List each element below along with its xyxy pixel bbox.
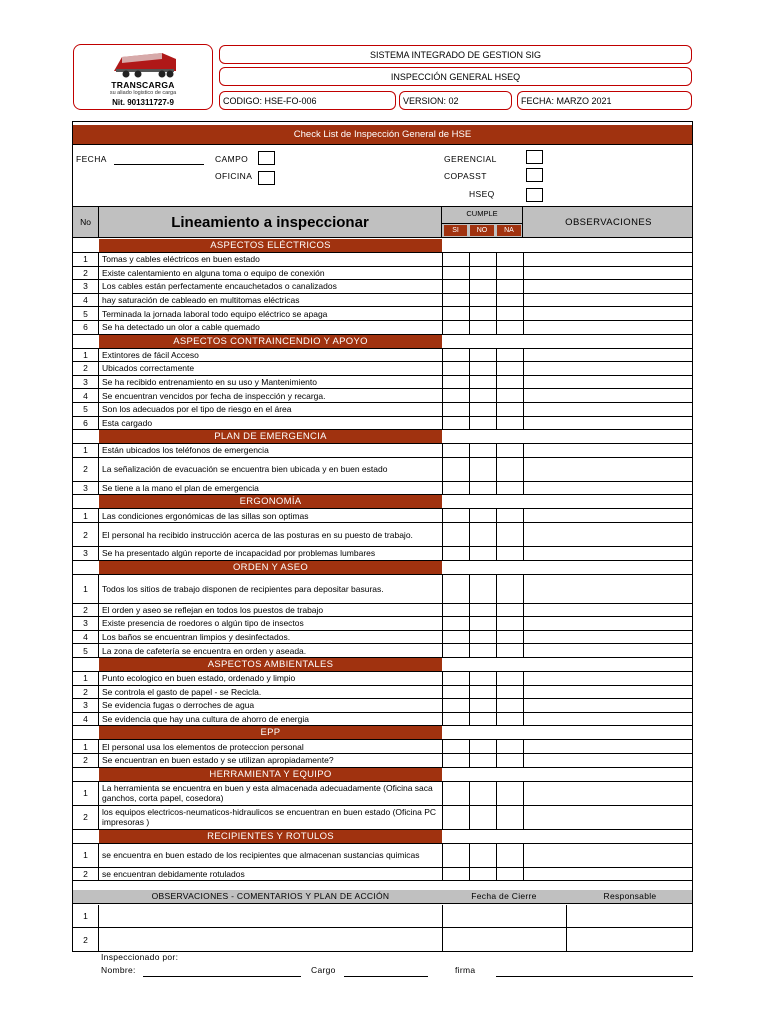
cumple-na-cell[interactable]	[496, 362, 523, 375]
observation-cell[interactable]	[523, 417, 694, 430]
nit-number: Nit. 901311727-9	[112, 98, 174, 107]
item-number: 5	[73, 307, 99, 320]
cumple-na-cell[interactable]	[496, 575, 523, 603]
cumple-si-cell[interactable]	[442, 458, 469, 481]
item-number: 4	[73, 713, 99, 726]
cumple-no-cell[interactable]	[469, 631, 496, 644]
col-si: SI	[444, 225, 467, 236]
cumple-no-cell[interactable]	[469, 782, 496, 805]
observation-cell[interactable]	[523, 754, 694, 767]
checklist-row	[73, 482, 692, 496]
responsable-cell[interactable]	[566, 905, 694, 927]
fecha-cierre-cell[interactable]	[442, 928, 566, 951]
campo-label: CAMPO	[215, 154, 249, 164]
cumple-no-cell[interactable]	[469, 644, 496, 657]
firma-label: firma	[455, 965, 476, 975]
cumple-no-cell[interactable]	[469, 686, 496, 699]
observation-cell[interactable]	[523, 509, 694, 522]
observation-cell[interactable]	[523, 321, 694, 334]
item-text: Punto ecologico en buen estado, ordenado y limpio	[102, 673, 296, 684]
item-text: Los cables están perfectamente encauchetados o canalizados	[102, 281, 337, 292]
item-number: 1	[73, 844, 99, 867]
cumple-no-cell[interactable]	[469, 509, 496, 522]
observation-cell[interactable]	[523, 782, 694, 805]
cumple-na-cell[interactable]	[496, 740, 523, 753]
cumple-si-cell[interactable]	[442, 868, 469, 881]
item-number: 1	[73, 575, 99, 603]
item-number: 3	[73, 617, 99, 630]
observation-cell[interactable]	[523, 547, 694, 560]
cumple-si-cell[interactable]	[442, 754, 469, 767]
cumple-no-cell[interactable]	[469, 403, 496, 416]
section-header: RECIPIENTES Y ROTULOS	[99, 830, 442, 843]
cumple-si-cell[interactable]	[442, 444, 469, 457]
item-text: La zona de cafetería se encuentra en orden y aseada.	[102, 645, 307, 656]
item-text: Se evidencia que hay una cultura de ahorro de energia	[102, 714, 309, 725]
checklist-row	[73, 754, 692, 768]
item-text: Están ubicados los teléfonos de emergencia	[102, 445, 269, 456]
observation-cell[interactable]	[523, 294, 694, 307]
observation-row	[73, 928, 692, 951]
observation-cell[interactable]	[523, 631, 694, 644]
fecha-cierre-header: Fecha de Cierre	[471, 891, 537, 901]
observation-cell[interactable]	[523, 868, 694, 881]
cumple-no-cell[interactable]	[469, 740, 496, 753]
item-number: 3	[73, 376, 99, 389]
cumple-no-cell[interactable]	[469, 868, 496, 881]
observation-cell[interactable]	[523, 617, 694, 630]
copasst-label: COPASST	[444, 171, 487, 181]
cumple-si-cell[interactable]	[442, 644, 469, 657]
cumple-na-cell[interactable]	[496, 389, 523, 402]
section-header: ORDEN Y ASEO	[99, 561, 442, 574]
cumple-si-cell[interactable]	[442, 307, 469, 320]
logo-tagline: su aliado logistico de carga	[109, 90, 177, 96]
cumple-no-cell[interactable]	[469, 523, 496, 546]
item-text: Se tiene a la mano el plan de emergencia	[102, 483, 259, 494]
system-title: SISTEMA INTEGRADO DE GESTION SIG	[219, 45, 692, 64]
item-number: 3	[73, 280, 99, 293]
item-number: 6	[73, 321, 99, 334]
checklist-row	[73, 617, 692, 631]
item-text: La señalización de evacuación se encuentra bien ubicada y en buen estado	[102, 464, 388, 475]
cumple-si-cell[interactable]	[442, 509, 469, 522]
item-text: La herramienta se encuentra en buen y esta almacenada adecuadamente (Oficina saca ganchos, corta papel, cosedora)	[102, 783, 433, 804]
cumple-na-cell[interactable]	[496, 699, 523, 712]
campo-checkbox[interactable]	[258, 151, 275, 165]
observation-cell[interactable]	[523, 672, 694, 685]
meta-section	[73, 144, 692, 207]
observation-number: 1	[73, 905, 99, 927]
item-number: 3	[73, 699, 99, 712]
observation-cell[interactable]	[523, 349, 694, 362]
inspection-form	[72, 121, 693, 952]
checklist-row	[73, 672, 692, 686]
checklist-row	[73, 806, 692, 830]
cumple-no-cell[interactable]	[469, 575, 496, 603]
fecha-input[interactable]	[114, 164, 204, 165]
section-header: ASPECTOS CONTRAINCENDIO Y APOYO	[99, 335, 442, 348]
checklist-row	[73, 631, 692, 645]
item-number: 1	[73, 349, 99, 362]
checklist-row	[73, 686, 692, 700]
cumple-no-cell[interactable]	[469, 349, 496, 362]
observation-cell[interactable]	[523, 482, 694, 495]
observations-title: OBSERVACIONES - COMENTARIOS Y PLAN DE ACCIÓN	[151, 891, 390, 901]
cumple-si-cell[interactable]	[442, 349, 469, 362]
checklist-row	[73, 403, 692, 417]
cumple-no-cell[interactable]	[469, 321, 496, 334]
hseq-checkbox[interactable]	[526, 188, 543, 202]
checklist-row	[73, 280, 692, 294]
item-text: Se evidencia fugas o derroches de agua	[102, 700, 255, 711]
cumple-no-cell[interactable]	[469, 376, 496, 389]
item-text: Existe presencia de roedores o algún tipo de insectos	[102, 618, 304, 629]
item-text: Son los adecuados por el tipo de riesgo en el área	[102, 404, 292, 415]
cumple-na-cell[interactable]	[496, 523, 523, 546]
item-number: 1	[73, 782, 99, 805]
observation-number: 2	[73, 928, 99, 951]
cumple-na-cell[interactable]	[496, 644, 523, 657]
cumple-na-cell[interactable]	[496, 267, 523, 280]
firma-input[interactable]	[496, 976, 693, 977]
item-text: hay saturación de cableado en multitomas eléctricas	[102, 295, 300, 306]
cumple-na-cell[interactable]	[496, 844, 523, 867]
cumple-na-cell[interactable]	[496, 672, 523, 685]
cumple-si-cell[interactable]	[442, 376, 469, 389]
cumple-na-cell[interactable]	[496, 444, 523, 457]
item-number: 4	[73, 631, 99, 644]
observation-cell[interactable]	[523, 806, 694, 829]
observation-comment-cell[interactable]	[99, 928, 442, 951]
section-header: EPP	[99, 726, 442, 739]
item-number: 4	[73, 389, 99, 402]
checklist-row	[73, 740, 692, 754]
cumple-si-cell[interactable]	[442, 713, 469, 726]
cumple-si-cell[interactable]	[442, 617, 469, 630]
checklist-row	[73, 458, 692, 482]
cumple-na-cell[interactable]	[496, 253, 523, 266]
cumple-na-cell[interactable]	[496, 547, 523, 560]
item-text: los equipos electricos-neumaticos-hidraulicos se encuentran en buen estado (Oficina PC impresoras )	[102, 807, 437, 828]
cumple-si-cell[interactable]	[442, 686, 469, 699]
cumple-si-cell[interactable]	[442, 267, 469, 280]
checklist-row	[73, 509, 692, 523]
observation-cell[interactable]	[523, 376, 694, 389]
company-logo-box	[73, 44, 213, 110]
item-number: 2	[73, 458, 99, 481]
section-header: HERRAMIENTA Y EQUIPO	[99, 768, 442, 781]
cumple-na-cell[interactable]	[496, 307, 523, 320]
cumple-na-cell[interactable]	[496, 617, 523, 630]
checklist-row	[73, 321, 692, 335]
item-number: 2	[73, 868, 99, 881]
item-text: El personal usa los elementos de proteccion personal	[102, 741, 304, 752]
cumple-si-cell[interactable]	[442, 280, 469, 293]
cumple-si-cell[interactable]	[442, 672, 469, 685]
item-text: Se controla el gasto de papel - se Recicla.	[102, 686, 262, 697]
cumple-si-cell[interactable]	[442, 253, 469, 266]
checklist-row	[73, 294, 692, 308]
gerencial-checkbox[interactable]	[526, 150, 543, 164]
cumple-si-cell[interactable]	[442, 482, 469, 495]
cumple-no-cell[interactable]	[469, 844, 496, 867]
cumple-no-cell[interactable]	[469, 253, 496, 266]
cumple-no-cell[interactable]	[469, 604, 496, 617]
cumple-no-cell[interactable]	[469, 754, 496, 767]
oficina-checkbox[interactable]	[258, 171, 275, 185]
fecha-label: FECHA	[76, 154, 107, 164]
observation-cell[interactable]	[523, 280, 694, 293]
cumple-si-cell[interactable]	[442, 417, 469, 430]
observation-cell[interactable]	[523, 253, 694, 266]
item-number: 2	[73, 362, 99, 375]
cumple-no-cell[interactable]	[469, 389, 496, 402]
cumple-si-cell[interactable]	[442, 294, 469, 307]
cumple-na-cell[interactable]	[496, 782, 523, 805]
item-number: 2	[73, 523, 99, 546]
cumple-si-cell[interactable]	[442, 740, 469, 753]
item-number: 3	[73, 547, 99, 560]
cumple-na-cell[interactable]	[496, 376, 523, 389]
nombre-label: Nombre:	[101, 965, 136, 975]
item-number: 2	[73, 604, 99, 617]
cumple-no-cell[interactable]	[469, 806, 496, 829]
item-text: Terminada la jornada laboral todo equipo eléctrico se apaga	[102, 308, 328, 319]
cumple-na-cell[interactable]	[496, 631, 523, 644]
item-text: Las condiciones ergonómicas de las sillas son optimas	[102, 510, 309, 521]
cargo-label: Cargo	[311, 965, 336, 975]
cumple-na-cell[interactable]	[496, 604, 523, 617]
observation-row	[73, 905, 692, 928]
truck-logo-icon	[112, 49, 178, 79]
item-number: 5	[73, 644, 99, 657]
cumple-na-cell[interactable]	[496, 280, 523, 293]
item-text: Esta cargado	[102, 417, 153, 428]
document-version: VERSION: 02	[399, 91, 512, 110]
cumple-na-cell[interactable]	[496, 482, 523, 495]
cumple-na-cell[interactable]	[496, 686, 523, 699]
item-text: Existe calentamiento en alguna toma o equipo de conexión	[102, 267, 325, 278]
cumple-si-cell[interactable]	[442, 699, 469, 712]
cumple-si-cell[interactable]	[442, 806, 469, 829]
checklist-row	[73, 253, 692, 267]
cumple-no-cell[interactable]	[469, 417, 496, 430]
cumple-na-cell[interactable]	[496, 868, 523, 881]
item-number: 1	[73, 444, 99, 457]
cumple-si-cell[interactable]	[442, 523, 469, 546]
cumple-si-cell[interactable]	[442, 631, 469, 644]
hseq-label: HSEQ	[469, 189, 495, 199]
observation-cell[interactable]	[523, 713, 694, 726]
document-date: FECHA: MARZO 2021	[517, 91, 692, 110]
col-observaciones: OBSERVACIONES	[565, 216, 652, 228]
item-number: 1	[73, 509, 99, 522]
item-number: 3	[73, 482, 99, 495]
item-number: 6	[73, 417, 99, 430]
observation-cell[interactable]	[523, 699, 694, 712]
checklist-row	[73, 417, 692, 431]
observation-cell[interactable]	[523, 644, 694, 657]
item-text: se encuentran debidamente rotulados	[102, 868, 245, 879]
checklist-row	[73, 349, 692, 363]
observation-comment-cell[interactable]	[99, 905, 442, 927]
item-text: Se ha recibido entrenamiento en su uso y Mantenimiento	[102, 377, 317, 388]
item-number: 2	[73, 754, 99, 767]
cumple-na-cell[interactable]	[496, 403, 523, 416]
checklist-row	[73, 644, 692, 658]
cumple-si-cell[interactable]	[442, 403, 469, 416]
item-text: Se encuentran en buen estado y se utilizan apropiadamente?	[102, 755, 334, 766]
observation-cell[interactable]	[523, 458, 694, 481]
checklist-row	[73, 267, 692, 281]
item-text: Se encuentran vencidos por fecha de inspección y recarga.	[102, 390, 326, 401]
observation-cell[interactable]	[523, 604, 694, 617]
cumple-no-cell[interactable]	[469, 444, 496, 457]
observation-cell[interactable]	[523, 444, 694, 457]
checklist-row	[73, 389, 692, 403]
item-text: El personal ha recibido instrucción acerca de las posturas en su puesto de trabajo.	[102, 529, 413, 540]
fecha-cierre-cell[interactable]	[442, 905, 566, 927]
col-na: NA	[497, 225, 521, 236]
cumple-si-cell[interactable]	[442, 547, 469, 560]
cumple-no-cell[interactable]	[469, 547, 496, 560]
copasst-checkbox[interactable]	[526, 168, 543, 182]
section-header: ASPECTOS AMBIENTALES	[99, 658, 442, 671]
checklist-row	[73, 844, 692, 868]
item-number: 1	[73, 253, 99, 266]
checklist-row	[73, 699, 692, 713]
col-no-option: NO	[470, 225, 494, 236]
observation-cell[interactable]	[523, 844, 694, 867]
observation-cell[interactable]	[523, 267, 694, 280]
observation-cell[interactable]	[523, 362, 694, 375]
col-lineamiento: Lineamiento a inspeccionar	[99, 207, 442, 237]
item-text: Todos los sitios de trabajo disponen de recipientes para depositar basuras.	[102, 583, 384, 594]
column-header	[73, 207, 692, 238]
form-title: Check List de Inspección General de HSE	[73, 125, 692, 144]
cumple-si-cell[interactable]	[442, 604, 469, 617]
checklist-row	[73, 713, 692, 727]
cumple-no-cell[interactable]	[469, 713, 496, 726]
cumple-no-cell[interactable]	[469, 672, 496, 685]
checklist-row	[73, 782, 692, 806]
item-text: El orden y aseo se reflejan en todos los puestos de trabajo	[102, 604, 324, 615]
checklist-row	[73, 444, 692, 458]
item-number: 2	[73, 806, 99, 829]
cumple-si-cell[interactable]	[442, 844, 469, 867]
observation-cell[interactable]	[523, 389, 694, 402]
cumple-no-cell[interactable]	[469, 699, 496, 712]
item-number: 1	[73, 672, 99, 685]
cumple-na-cell[interactable]	[496, 321, 523, 334]
cumple-no-cell[interactable]	[469, 362, 496, 375]
item-number: 1	[73, 740, 99, 753]
checklist-row	[73, 307, 692, 321]
item-text: Tomas y cables eléctricos en buen estado	[102, 254, 260, 265]
checklist-row	[73, 362, 692, 376]
cumple-na-cell[interactable]	[496, 509, 523, 522]
nombre-input[interactable]	[143, 976, 301, 977]
observation-cell[interactable]	[523, 523, 694, 546]
cumple-no-cell[interactable]	[469, 294, 496, 307]
observation-cell[interactable]	[523, 307, 694, 320]
checklist-row	[73, 376, 692, 390]
cumple-no-cell[interactable]	[469, 267, 496, 280]
section-header: PLAN DE EMERGENCIA	[99, 430, 442, 443]
inspeccionado-por-label: Inspeccionado por:	[101, 952, 179, 962]
observation-cell[interactable]	[523, 686, 694, 699]
cumple-na-cell[interactable]	[496, 417, 523, 430]
logo-name: TRANSCARGA	[111, 80, 175, 90]
item-number: 4	[73, 294, 99, 307]
cumple-si-cell[interactable]	[442, 389, 469, 402]
cargo-input[interactable]	[344, 976, 428, 977]
cumple-si-cell[interactable]	[442, 362, 469, 375]
cumple-si-cell[interactable]	[442, 782, 469, 805]
responsable-header: Responsable	[603, 891, 657, 901]
item-text: Se ha detectado un olor a cable quemado	[102, 322, 260, 333]
cumple-si-cell[interactable]	[442, 575, 469, 603]
cumple-si-cell[interactable]	[442, 321, 469, 334]
oficina-label: OFICINA	[215, 171, 253, 181]
checklist-row	[73, 523, 692, 547]
cumple-na-cell[interactable]	[496, 458, 523, 481]
responsable-cell[interactable]	[566, 928, 694, 951]
cumple-no-cell[interactable]	[469, 617, 496, 630]
document-title: INSPECCIÓN GENERAL HSEQ	[219, 67, 692, 86]
section-header: ERGONOMÍA	[99, 495, 442, 508]
cumple-no-cell[interactable]	[469, 482, 496, 495]
item-text: Los baños se encuentran limpios y desinfectados.	[102, 632, 291, 643]
checklist-row	[73, 547, 692, 561]
cumple-na-cell[interactable]	[496, 349, 523, 362]
col-no: No	[73, 207, 99, 237]
item-number: 5	[73, 403, 99, 416]
item-text: Ubicados correctamente	[102, 363, 195, 374]
item-number: 2	[73, 686, 99, 699]
cumple-na-cell[interactable]	[496, 294, 523, 307]
cumple-na-cell[interactable]	[496, 806, 523, 829]
item-text: Extintores de fácil Acceso	[102, 349, 199, 360]
cumple-no-cell[interactable]	[469, 280, 496, 293]
cumple-na-cell[interactable]	[496, 713, 523, 726]
col-cumple: CUMPLE	[442, 207, 523, 237]
cumple-na-cell[interactable]	[496, 754, 523, 767]
cumple-no-cell[interactable]	[469, 458, 496, 481]
observation-cell[interactable]	[523, 403, 694, 416]
checklist-row	[73, 868, 692, 882]
item-number: 2	[73, 267, 99, 280]
checklist-row	[73, 604, 692, 618]
cumple-no-cell[interactable]	[469, 307, 496, 320]
observation-cell[interactable]	[523, 575, 694, 603]
gerencial-label: GERENCIAL	[444, 154, 497, 164]
observation-cell[interactable]	[523, 740, 694, 753]
item-text: Se ha presentado algún reporte de incapacidad por problemas lumbares	[102, 548, 376, 559]
checklist-row	[73, 575, 692, 604]
section-header: ASPECTOS ELÉCTRICOS	[99, 239, 442, 252]
observations-header	[73, 890, 692, 904]
document-code: CODIGO: HSE-FO-006	[219, 91, 396, 110]
item-text: se encuentra en buen estado de los recipientes que almacenan sustancias quimicas	[102, 850, 420, 861]
